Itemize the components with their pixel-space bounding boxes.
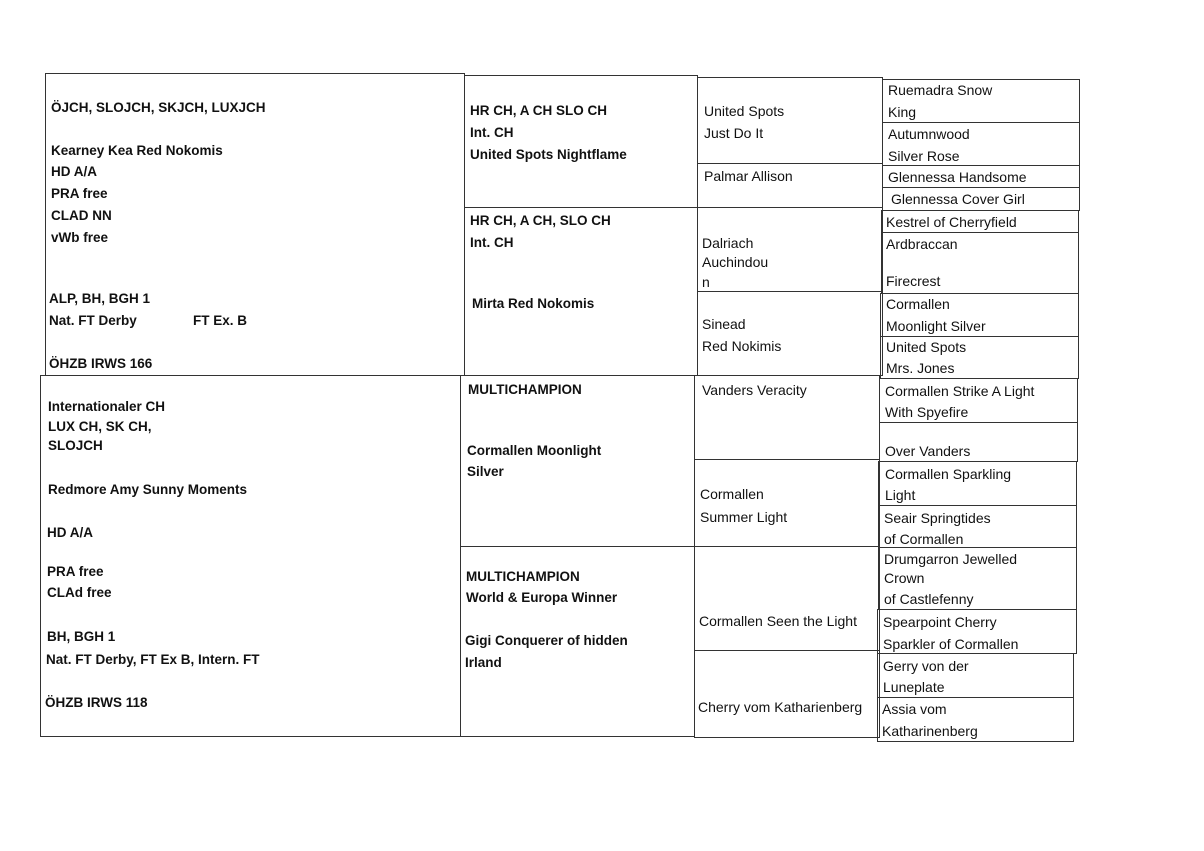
gen4-cell: [881, 232, 1079, 294]
gen4-name: Light: [885, 487, 916, 503]
sire-name: Kearney Kea Red Nokomis: [51, 143, 223, 158]
gen4-name: Crown: [884, 570, 925, 586]
gen4-name: United Spots: [886, 339, 967, 355]
grandsire-sire-side-cell: [464, 75, 698, 208]
sire-working-titles: ALP, BH, BGH 1: [49, 291, 151, 306]
grandsire-title: Int. CH: [470, 125, 514, 140]
granddam-title: Int. CH: [470, 235, 514, 250]
gen4-cell: [877, 697, 1074, 742]
granddam-title: MULTICHAMPION: [466, 569, 580, 584]
gen4-name: Sparkler of Cormallen: [883, 636, 1019, 652]
gen4-name: Kestrel of Cherryfield: [886, 214, 1017, 230]
gen4-name: of Castlefenny: [884, 591, 974, 607]
granddam-sire-side-cell: [464, 207, 698, 376]
sire-ft-ex: FT Ex. B: [193, 313, 248, 328]
sire-cell: [45, 73, 465, 376]
gen3-name: Auchindou: [702, 254, 769, 270]
gen3-name: Just Do It: [704, 125, 764, 141]
dam-titles: SLOJCH: [48, 438, 103, 453]
gen3-name: Palmar Allison: [704, 168, 793, 184]
granddam-title: World & Europa Winner: [466, 590, 618, 605]
gen3-name: Sinead: [702, 316, 746, 332]
gen3-cell: [694, 375, 880, 460]
granddam-name: Mirta Red Nokomis: [472, 296, 595, 311]
gen4-name: Luneplate: [883, 679, 945, 695]
gen4-name: Spearpoint Cherry: [883, 614, 997, 630]
gen4-name: Ardbraccan: [886, 236, 958, 252]
gen3-name: Cormallen Seen the Light: [699, 613, 857, 629]
gen4-name: With Spyefire: [885, 404, 969, 420]
gen4-name: Assia vom: [882, 701, 947, 717]
gen4-name: Cormallen Strike A Light: [885, 383, 1035, 399]
sire-titles: ÖJCH, SLOJCH, SKJCH, LUXJCH: [51, 100, 266, 115]
gen4-cell: [878, 505, 1077, 548]
gen3-name: Cherry vom Katharienberg: [698, 699, 863, 715]
gen4-name: Firecrest: [886, 273, 941, 289]
gen4-name: Mrs. Jones: [886, 360, 955, 376]
gen4-name: Gerry von der: [883, 658, 969, 674]
gen4-name: Glennessa Cover Girl: [891, 191, 1025, 207]
dam-registration: ÖHZB IRWS 118: [45, 695, 148, 710]
sire-health: PRA free: [51, 186, 108, 201]
gen4-cell: [878, 547, 1077, 610]
gen4-cell: [881, 210, 1079, 233]
granddam-name: Irland: [465, 655, 502, 670]
gen4-name: Moonlight Silver: [886, 318, 986, 334]
grandsire-name: Silver: [467, 464, 504, 479]
sire-health: CLAD NN: [51, 208, 112, 223]
sire-health: vWb free: [51, 230, 109, 245]
gen3-name: Dalriach: [702, 235, 754, 251]
dam-cell: [40, 375, 461, 737]
gen4-name: of Cormallen: [884, 531, 964, 547]
sire-health: HD A/A: [51, 164, 97, 179]
grandsire-title: MULTICHAMPION: [468, 382, 582, 397]
gen4-name: Over Vanders: [885, 443, 971, 459]
gen4-name: Seair Springtides: [884, 510, 991, 526]
granddam-name: Gigi Conquerer of hidden: [465, 633, 628, 648]
gen3-cell: [694, 546, 880, 651]
granddam-title: HR CH, A CH, SLO CH: [470, 213, 611, 228]
dam-field-trials: Nat. FT Derby, FT Ex B, Intern. FT: [46, 652, 260, 667]
gen4-name: Ruemadra Snow: [888, 82, 993, 98]
gen3-name: Red Nokimis: [702, 338, 782, 354]
gen3-cell: [697, 207, 883, 292]
dam-titles: LUX CH, SK CH,: [48, 419, 152, 434]
gen4-cell: [882, 122, 1080, 166]
sire-registration: ÖHZB IRWS 166: [49, 356, 153, 371]
grandsire-title: HR CH, A CH SLO CH: [470, 103, 607, 118]
gen4-cell: [877, 609, 1077, 654]
dam-working-titles: BH, BGH 1: [47, 629, 116, 644]
grandsire-name: United Spots Nightflame: [470, 147, 627, 162]
gen4-name: Glennessa Handsome: [888, 169, 1027, 185]
gen3-name: Cormallen: [700, 486, 764, 502]
gen3-name: Vanders Veracity: [702, 382, 807, 398]
gen4-name: King: [888, 104, 917, 120]
gen3-cell: [697, 291, 883, 376]
gen3-cell: [697, 77, 883, 164]
gen4-cell: [880, 293, 1079, 337]
granddam-dam-side-cell: [460, 546, 695, 737]
gen4-name: Autumnwood: [888, 126, 970, 142]
gen3-cell: [694, 459, 880, 547]
gen3-name: United Spots: [704, 103, 785, 119]
gen4-name: Katharinenberg: [882, 723, 978, 739]
gen4-cell: [877, 653, 1074, 698]
gen3-cell: [694, 650, 880, 738]
dam-health: PRA free: [47, 564, 104, 579]
gen3-cell: [697, 163, 883, 208]
gen4-name: Silver Rose: [888, 148, 960, 164]
gen4-cell: [879, 422, 1078, 462]
gen4-name: Cormallen: [886, 296, 950, 312]
gen4-cell: [880, 336, 1079, 379]
gen3-name: n: [702, 274, 710, 290]
gen4-cell: [882, 187, 1080, 211]
gen4-name: Cormallen Sparkling: [885, 466, 1012, 482]
gen4-cell: [882, 165, 1080, 188]
gen4-cell: [882, 79, 1080, 123]
gen3-name: Summer Light: [700, 509, 788, 525]
dam-name: Redmore Amy Sunny Moments: [48, 482, 248, 497]
gen4-name: Drumgarron Jewelled: [884, 551, 1018, 567]
dam-health: HD A/A: [47, 525, 93, 540]
dam-titles: Internationaler CH: [48, 399, 166, 414]
gen4-cell: [878, 461, 1077, 506]
sire-derby: Nat. FT Derby: [49, 313, 137, 328]
gen4-cell: [879, 378, 1078, 423]
grandsire-dam-side-cell: [460, 375, 695, 547]
grandsire-name: Cormallen Moonlight: [467, 443, 602, 458]
dam-health: CLAd free: [47, 585, 112, 600]
